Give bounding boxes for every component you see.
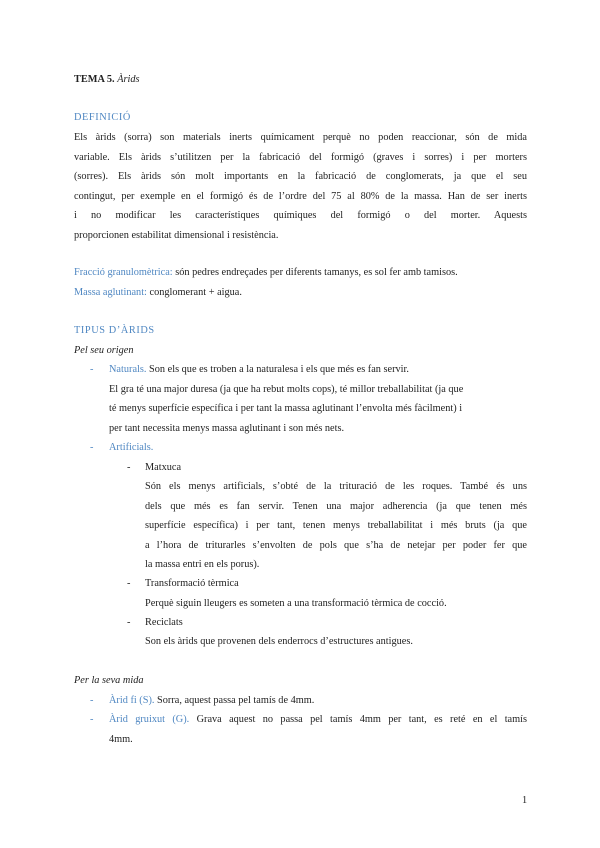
list-dash: - [90,364,94,375]
definition-text: són pedres endreçades per diferents tamanys, es sol fer amb tamisos. [172,267,458,278]
sublist-item-matxuca: Matxuca [145,462,182,473]
subheading-origen [74,345,133,356]
sublist-line: dels que més es fan servir. Tenen una major adherencia (ja que tenen més [145,501,527,512]
section-heading-tipus: TIPUS D’ÀRIDS [74,325,155,336]
subheading-mida-text: Per la seva mida [74,675,144,686]
sublist-dash: - [127,617,131,628]
sublist-line: la massa entri en els porus). [145,559,260,570]
sublist-item-transformacio: Transformació tèrmica [145,578,239,589]
definition-term: Fracció granulomètrica: [74,267,173,278]
list-line: El gra té una major duresa (ja que ha rebut molts cops), té millor treballabilitat (ja que [109,384,464,395]
sublist-dash: - [127,462,131,473]
list-item-arid-fi [109,695,314,706]
sublist-line: a l’hora de triturarles s’envolten de pols que s’ha de netejar per poder fer que [145,540,527,551]
paragraph-line: i no modificar les característiques químiques del formigó o del morter. Aquests [74,210,527,221]
paragraph-line: variable. Els àrids s’utilitzen per la fabricació del formigó (graves i sorres) i per morters [74,152,527,163]
list-item-artificials: Artificials. [109,442,154,453]
item-term: Naturals. [109,364,147,375]
subheading-mida [74,675,144,686]
paragraph-line: Els àrids (sorra) son materials inerts químicament perquè no poden reaccionar, són de mida [74,132,527,143]
title-name: Àrids [117,74,140,85]
section-heading-definicio: DEFINICIÓ [74,112,131,123]
paragraph-line: contingut, per exemple en el formigó és de l’ordre del 75 al 80% de la massa. Han de ser inerts [74,191,527,202]
paragraph-line: proporcionen estabilitat dimensional i resistència. [74,230,279,241]
sublist-item-reciclats: Reciclats [145,617,183,628]
sublist-line: superfície específica) i per tant, tenen menys treballabilitat i més bruts (ja que [145,520,527,531]
item-text: Grava aquest no passa pel tamís 4mm per tant, es reté en el tamís [189,714,528,725]
list-line: per tant necessita menys massa aglutinant i son més nets. [109,423,345,434]
item-text: Son els que es troben a la naturalesa i els que més es fan servir. [146,364,409,375]
definition-fraccio [74,267,458,278]
item-term: Àrid gruixut (G). [109,714,190,725]
list-dash: - [90,695,94,706]
list-line: 4mm. [109,734,133,745]
list-dash: - [90,442,94,453]
list-dash: - [90,714,94,725]
sublist-dash: - [127,578,131,589]
definition-text: conglomerant + aigua. [146,287,242,298]
paragraph-line: (sorres). Els àrids són molt importants en la fabricació de conglomerats, ja que el seu [74,171,527,182]
subheading-origen-text: Pel seu origen [74,345,134,356]
page-title [74,74,140,85]
definition-massa [74,287,242,298]
definition-term: Massa aglutinant: [74,287,147,298]
list-item-arid-gruixut [109,714,527,725]
sublist-line: Són els menys artificials, s’obté de la trituració de les roques. També és uns [145,481,527,492]
list-line: té menys superfície específica i per tant la massa aglutinant l’envolta més fàcilment) i [109,403,463,414]
sublist-line: Son els àrids que provenen dels enderrocs d’estructures antigues. [145,636,413,647]
title-number: TEMA 5. [74,74,115,85]
sublist-line: Perquè siguin lleugers es someten a una transformació tèrmica de cocció. [145,598,447,609]
list-item-naturals [109,364,409,375]
item-text: Sorra, aquest passa pel tamís de 4mm. [154,695,315,706]
page-number: 1 [522,795,528,806]
item-term: Àrid fi (S). [109,695,155,706]
